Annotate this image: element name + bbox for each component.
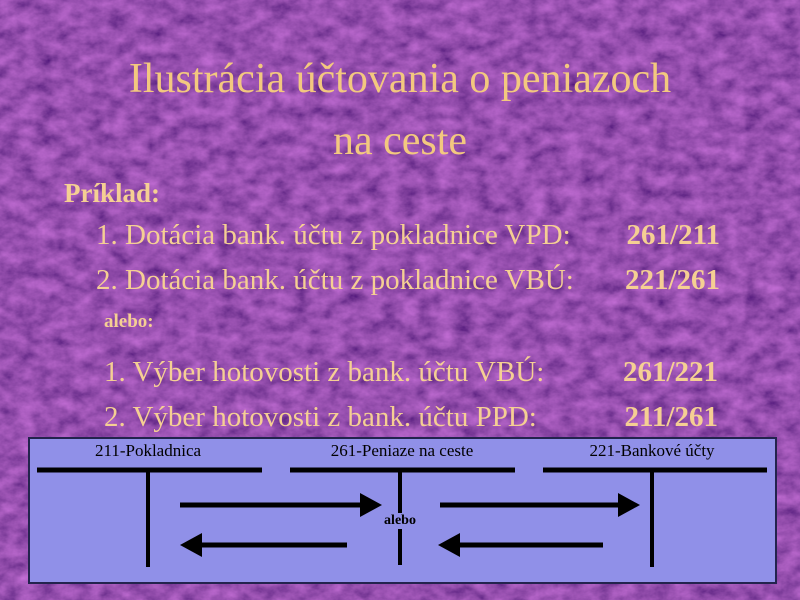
entry-label: 2. Dotácia bank. účtu z pokladnice VBÚ: xyxy=(96,264,574,296)
example-heading: Príklad: xyxy=(64,178,161,208)
entry-accounts: 211/261 xyxy=(624,401,718,433)
arrow-right-icon xyxy=(618,493,640,517)
slide-title xyxy=(0,48,800,172)
entry-label: 1. Výber hotovosti z bank. účtu VBÚ: xyxy=(104,356,545,388)
entry-accounts: 261/221 xyxy=(622,356,718,388)
account-label-bank-accounts: 221-Bankové účty xyxy=(589,441,715,460)
arrow-left-icon xyxy=(180,533,202,557)
entry-label: 1. Dotácia bank. účtu z pokladnice VPD: xyxy=(96,219,571,251)
slide-title-line-1: Ilustrácia účtovania o peniazoch xyxy=(128,56,672,102)
entry-row-deposit-2 xyxy=(96,264,720,297)
entry-label: 2. Výber hotovosti z bank. účtu PPD: xyxy=(104,401,537,433)
t-accounts-diagram xyxy=(28,437,777,584)
entry-row-deposit-1 xyxy=(96,219,720,252)
arrow-left-icon xyxy=(438,533,460,557)
arrow-right-icon xyxy=(360,493,382,517)
or-label: alebo: xyxy=(104,311,154,332)
account-label-cash: 211-Pokladnica xyxy=(94,441,202,460)
slide-title-line-2: na ceste xyxy=(332,118,468,164)
entry-accounts: 261/211 xyxy=(626,219,720,251)
diagram-or-label: alebo xyxy=(380,513,420,529)
entry-accounts: 221/261 xyxy=(624,264,720,296)
entry-row-withdrawal-2 xyxy=(104,401,718,434)
entry-row-withdrawal-1 xyxy=(104,356,718,389)
account-label-money-in-transit: 261-Peniaze na ceste xyxy=(330,441,474,460)
